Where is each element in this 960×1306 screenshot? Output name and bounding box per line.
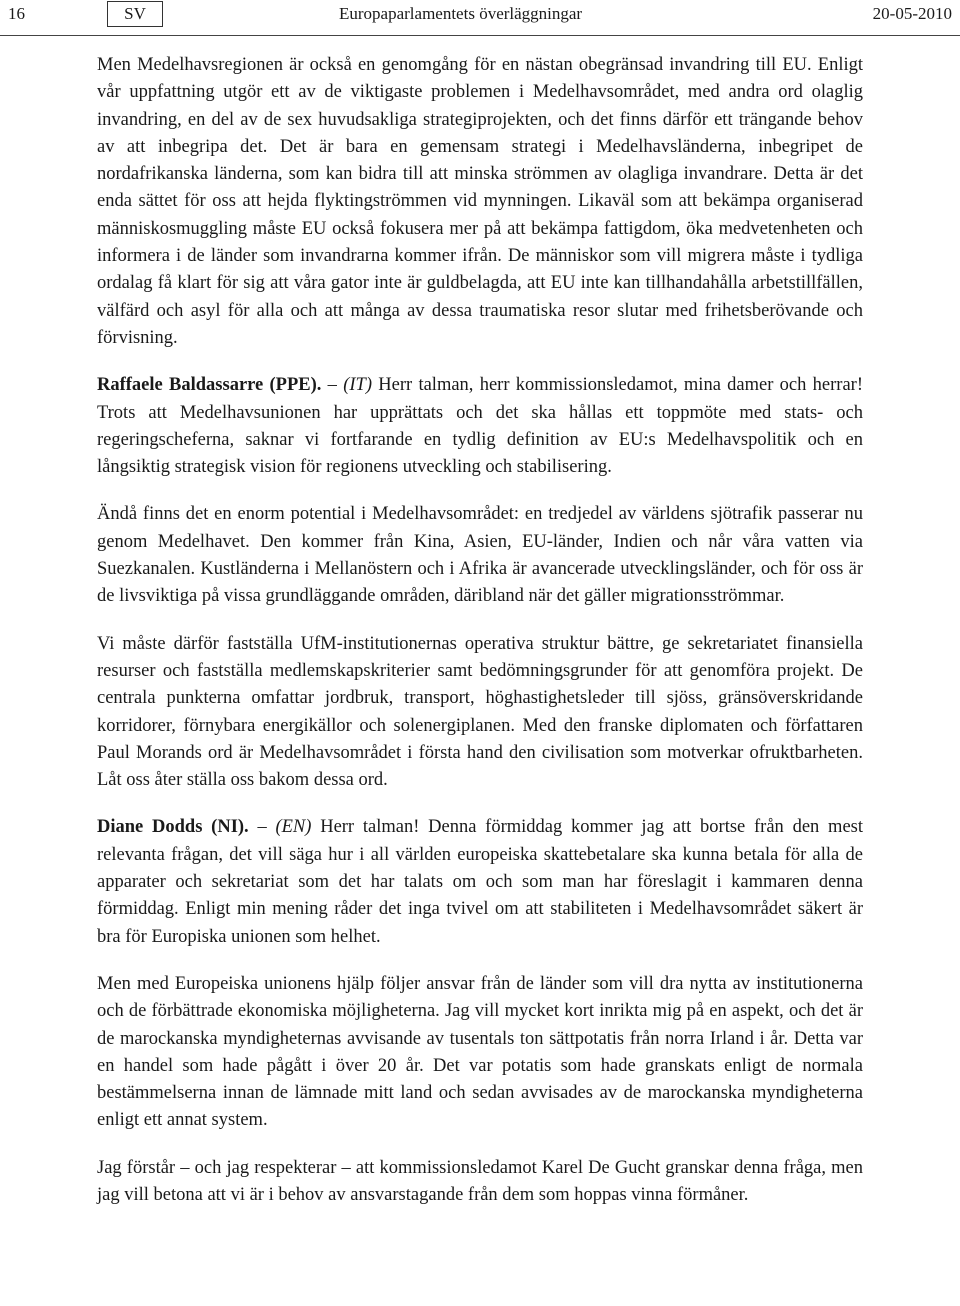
page-header	[0, 0, 960, 32]
paragraph-text: Vi måste därför fastställa UfM-institutionernas operativa struktur bättre, ge sekretariatet finansiella resurser och fastställa medlemskapskriterier samt bedömningsgrunder för att genomföra projekt. De centrala punkterna omfattar jordbruk, transport, höghastighetsleder till sjöss, gränsöverskridande korridorer, förnybara energikällor och solenergiplanen. Med den franske diplomaten och författaren Paul Morands ord är Medelhavsområdet i första hand den civilisation som motverkar ofruktbarheten. Låt oss åter ställa oss bakom dessa ord.	[97, 633, 863, 791]
paragraph	[97, 631, 863, 795]
document-date: 20-05-2010	[872, 4, 952, 23]
header-divider	[0, 35, 960, 36]
paragraph-text: Jag förstår – och jag respekterar – att kommissionsledamot Karel De Gucht granskar denna fråga, men jag vill betona att vi är i behov av ansvarstagande från dem som hoppas vinna förmåner.	[97, 1157, 863, 1205]
speaker-dash: –	[248, 817, 276, 838]
speaker-name: Diane Dodds (NI).	[97, 817, 249, 838]
speaker-dash: –	[321, 375, 344, 396]
paragraph-text: Herr talman, herr kommissionsledamot, mina damer och herrar! Trots att Medelhavsunionen har upprättats och det ska hållas ett toppmöte med stats- och regeringscheferna, saknar vi fortfarande en tydlig definition av EU:s Medelhavspolitik och en långsiktig strategisk vision för regionens utveckling och stabilisering.	[97, 375, 863, 478]
paragraph-text: Ändå finns det en enorm potential i Medelhavsområdet: en tredjedel av världens sjötrafik passerar nu genom Medelhavet. Den kommer från Kina, Asien, EU-länder, Indien och når våra vatten via Suezkanalen. Kustländerna i Mellanöstern och i Afrika är avancerade utvecklingsländer, och för oss är de livsviktiga på vissa grundläggande områden, däribland när det gäller migrationsströmmar.	[97, 504, 863, 607]
paragraph	[97, 372, 863, 481]
document-body	[97, 52, 863, 1229]
language-code: (IT)	[343, 375, 372, 396]
paragraph-text: Men med Europeiska unionens hjälp följer ansvar från de länder som vill dra nytta av institutionerna och de förbättrade ekonomiska möjligheterna. Jag vill mycket kort inrikta mig på en aspekt, och det är de marockanska myndigheternas avvisande av tusentals ton sättpotatis från norra Irland i år. Detta var en handel som hade pågått i över 20 år. Det var potatis som hade granskats enligt de normala bestämmelserna innan de lämnade mitt land och sedan avvisades av de marockanska myndigheterna enligt ett annat system.	[97, 973, 863, 1131]
paragraph	[97, 971, 863, 1135]
speaker-name: Raffaele Baldassarre (PPE).	[97, 375, 322, 396]
language-code: (EN)	[275, 817, 312, 838]
paragraph-text: Men Medelhavsregionen är också en genomgång för en nästan obegränsad invandring till EU. Enligt vår uppfattning utgör ett av de viktigaste problemen i Medelhavsområdet, med andra ord olaglig invandring, en del av de sex huvudsakliga strategiprojekten, och det finns därför ett trängande behov av att inbegripa det. Det är bara en gemensam strategi i Medelhavsländerna, inbegripet de nordafrikanska länderna, som kan bidra till att minska strömmen av olagliga invandrare. Detta är det enda sättet för oss att hejda flyktingströmmen vid mynningen. Likaväl som att bekämpa organiserad människosmuggling måste EU också fokusera mer på att bekämpa fattigdom, öka medvetenheten och informera i de länder som invandrarna kommer ifrån. De människor som vill migrera måste i tydliga ordalag få klart för sig att våra gator inte är guldbelagda, att EU inte kan tillhandahålla arbetstillfällen, välfärd och asyl för alla och att många av dessa traumatiska resor slutar med frihetsberövande och förvisning.	[97, 55, 863, 348]
paragraph	[97, 52, 863, 352]
document-title: Europaparlamentets överläggningar	[339, 4, 583, 23]
paragraph	[97, 1155, 863, 1210]
language-badge: SV	[107, 1, 163, 27]
paragraph-text: Herr talman! Denna förmiddag kommer jag att bortse från den mest relevanta frågan, det vill säga hur i all världen europeiska skattebetalare ska kunna betala för alla de apparater och sekretariat som det har talats om och som man har föreslagit i kammaren denna förmiddag. Enligt min mening råder det inga tvivel om att stabiliteten i Medelhavsområdet säkert är bra för Europiska unionen som helhet.	[97, 817, 863, 947]
paragraph	[97, 501, 863, 610]
page-number: 16	[8, 4, 25, 23]
paragraph	[97, 814, 863, 950]
